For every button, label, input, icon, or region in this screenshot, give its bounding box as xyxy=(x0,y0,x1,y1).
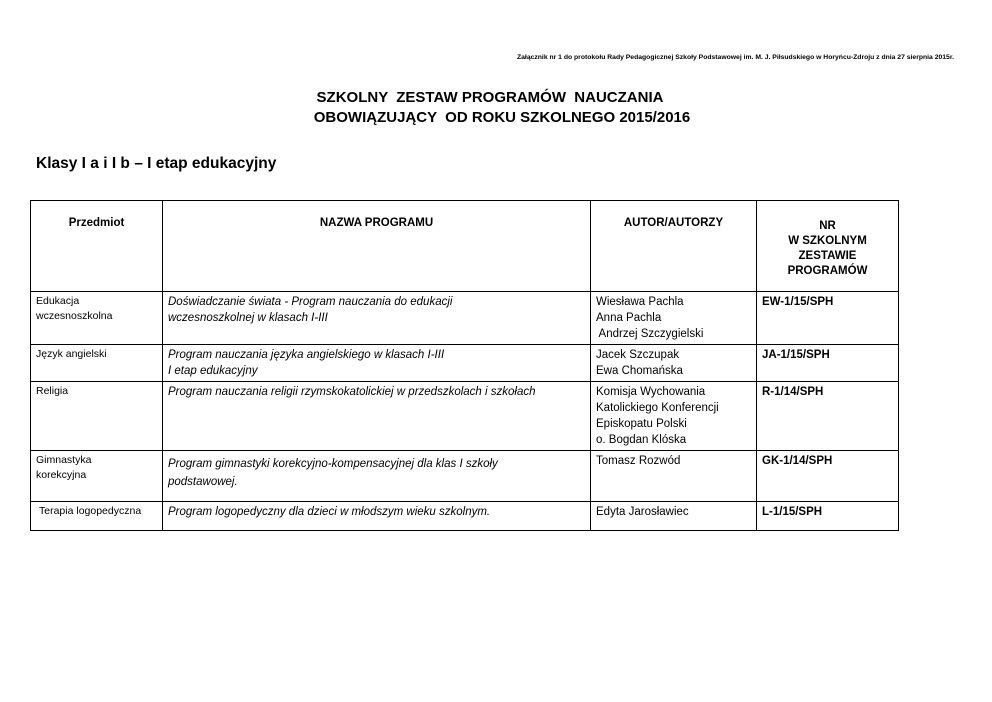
table-row xyxy=(31,451,899,502)
cell-program xyxy=(163,451,591,502)
table-row xyxy=(31,292,899,345)
cell-authors xyxy=(591,382,757,451)
header-nr-line: ZESTAWIE xyxy=(798,250,857,262)
header-subject: Przedmiot xyxy=(31,201,163,292)
header-nr-line: NR xyxy=(819,220,836,232)
program-line: podstawowej. xyxy=(168,476,238,488)
author-line: Andrzej Szczygielski xyxy=(596,328,704,340)
program-line: Program nauczania religii rzymskokatolickiej w przedszkolach i szkołach xyxy=(168,386,536,398)
program-table xyxy=(30,200,899,531)
author-line: Tomasz Rozwód xyxy=(596,455,681,467)
table-row xyxy=(31,345,899,382)
table-header-row xyxy=(31,201,899,292)
subject-line: korekcyjna xyxy=(36,469,87,481)
author-line: o. Bogdan Klóska xyxy=(596,434,687,446)
program-line: Doświadczanie świata - Program nauczania do edukacji xyxy=(168,296,453,308)
cell-subject xyxy=(31,502,163,531)
author-line: Edyta Jarosławiec xyxy=(596,506,689,518)
cell-subject xyxy=(31,345,163,382)
cell-code: JA-1/15/SPH xyxy=(757,345,899,382)
program-line: Program logopedyczny dla dzieci w młodszym wieku szkolnym. xyxy=(168,506,491,518)
cell-code: GK-1/14/SPH xyxy=(757,451,899,502)
cell-subject xyxy=(31,451,163,502)
author-line: Ewa Chomańska xyxy=(596,365,683,377)
cell-authors xyxy=(591,502,757,531)
table-row xyxy=(31,382,899,451)
header-authors: AUTOR/AUTORZY xyxy=(591,201,757,292)
author-line: Anna Pachla xyxy=(596,312,662,324)
author-line: Episkopatu Polski xyxy=(596,418,687,430)
cell-subject xyxy=(31,292,163,345)
table-row xyxy=(31,502,899,531)
subject-line: Język angielski xyxy=(36,348,107,360)
cell-program xyxy=(163,345,591,382)
header-program: NAZWA PROGRAMU xyxy=(163,201,591,292)
program-line: Program gimnastyki korekcyjno-kompensacyjnej dla klas I szkoły xyxy=(168,458,498,470)
cell-program xyxy=(163,382,591,451)
cell-authors xyxy=(591,345,757,382)
title-line-1: SZKOLNY ZESTAW PROGRAMÓW NAUCZANIA xyxy=(316,89,664,106)
header-nr-line: W SZKOLNYM xyxy=(788,235,867,247)
subject-line: Gimnastyka xyxy=(36,454,92,466)
author-line: Komisja Wychowania xyxy=(596,386,706,398)
header-nr-line: PROGRAMÓW xyxy=(787,265,868,277)
program-line: Program nauczania języka angielskiego w klasach I-III xyxy=(168,349,445,361)
subject-line: Edukacja xyxy=(36,295,80,307)
program-line: wczesnoszkolnej w klasach I-III xyxy=(168,312,328,324)
author-line: Jacek Szczupak xyxy=(596,349,680,361)
cell-code: EW-1/15/SPH xyxy=(757,292,899,345)
cell-authors xyxy=(591,451,757,502)
document-title xyxy=(0,88,992,128)
subject-line: Religia xyxy=(36,385,69,397)
cell-program xyxy=(163,292,591,345)
annex-note: Załącznik nr 1 do protokołu Rady Pedagogicznej Szkoły Podstawowej im. M. J. Piłsudskiego w Horyńcu-Zdroju z dnia 27 sierpnia 2015r. xyxy=(517,54,954,61)
cell-code: R-1/14/SPH xyxy=(757,382,899,451)
author-line: Katolickiego Konferencji xyxy=(596,402,719,414)
section-heading: Klasy I a i I b – I etap edukacyjny xyxy=(36,155,277,172)
subject-line: wczesnoszkolna xyxy=(36,310,113,322)
cell-authors xyxy=(591,292,757,345)
cell-code: L-1/15/SPH xyxy=(757,502,899,531)
subject-line: Terapia logopedyczna xyxy=(39,505,142,517)
author-line: Wiesława Pachla xyxy=(596,296,684,308)
cell-subject xyxy=(31,382,163,451)
header-nr xyxy=(757,201,899,292)
cell-program xyxy=(163,502,591,531)
title-line-2: OBOWIĄZUJĄCY OD ROKU SZKOLNEGO 2015/2016 xyxy=(313,109,691,126)
program-line: I etap edukacyjny xyxy=(168,365,258,377)
